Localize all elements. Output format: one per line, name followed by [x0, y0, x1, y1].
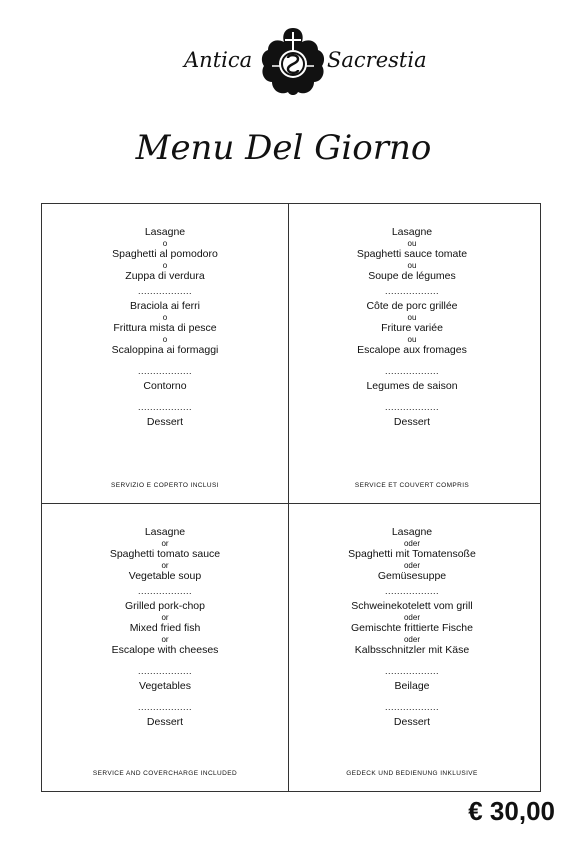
separator-dots: .................. — [384, 666, 439, 676]
dessert: Dessert — [393, 416, 431, 428]
separator-dots: .................. — [384, 286, 439, 296]
brand-name-left: Antica — [184, 48, 253, 72]
connector: ou — [407, 239, 417, 248]
second-course-2: Frittura mista di pesce — [113, 322, 217, 334]
connector: or — [161, 561, 169, 570]
side-dish: Contorno — [143, 380, 187, 392]
first-course-1: Lasagne — [391, 526, 433, 538]
second-course-2: Mixed fried fish — [129, 622, 201, 634]
connector: oder — [403, 539, 420, 548]
second-course-3: Scaloppina ai formaggi — [111, 344, 219, 356]
service-note: GEDECK UND BEDIENUNG INKLUSIVE — [346, 770, 478, 777]
separator-dots: .................. — [137, 586, 192, 596]
connector: or — [161, 613, 169, 622]
separator-dots: .................. — [384, 702, 439, 712]
connector: oder — [403, 613, 420, 622]
first-course-2: Spaghetti mit Tomatensoße — [348, 548, 476, 560]
second-course-2: Gemischte frittierte Fische — [351, 622, 473, 634]
dessert: Dessert — [146, 716, 184, 728]
connector: or — [161, 539, 169, 548]
first-course-1: Lasagne — [144, 226, 186, 238]
side-dish: Vegetables — [139, 680, 191, 692]
menu-panel-german — [289, 504, 535, 791]
separator-dots: .................. — [137, 366, 192, 376]
connector: ou — [407, 261, 417, 270]
second-course-3: Escalope aux fromages — [357, 344, 467, 356]
page-title: Menu Del Giorno — [135, 128, 432, 168]
first-course-3: Vegetable soup — [128, 570, 202, 582]
connector: o — [162, 335, 168, 344]
second-course-1: Schweinekotelett vom grill — [351, 600, 473, 612]
side-dish: Legumes de saison — [366, 380, 458, 392]
first-course-2: Spaghetti al pomodoro — [112, 248, 218, 260]
second-course-3: Kalbsschnitzler mit Käse — [354, 644, 470, 656]
connector: o — [162, 313, 168, 322]
dessert: Dessert — [393, 716, 431, 728]
second-course-1: Braciola ai ferri — [129, 300, 201, 312]
first-course-2: Spaghetti sauce tomate — [356, 248, 468, 260]
second-course-3: Escalope with cheeses — [111, 644, 219, 656]
connector: or — [161, 635, 169, 644]
menu-panel-english — [42, 504, 288, 791]
dessert: Dessert — [146, 416, 184, 428]
service-note: SERVICE AND COVERCHARGE INCLUDED — [92, 770, 238, 777]
separator-dots: .................. — [384, 402, 439, 412]
connector: oder — [403, 635, 420, 644]
first-course-2: Spaghetti tomato sauce — [109, 548, 221, 560]
first-course-1: Lasagne — [391, 226, 433, 238]
separator-dots: .................. — [137, 702, 192, 712]
separator-dots: .................. — [137, 286, 192, 296]
service-note: SERVIZIO E COPERTO INCLUSI — [111, 482, 219, 489]
first-course-3: Gemüsesuppe — [377, 570, 447, 582]
first-course-3: Zuppa di verdura — [125, 270, 205, 282]
connector: o — [162, 239, 168, 248]
second-course-2: Friture variée — [381, 322, 443, 334]
first-course-1: Lasagne — [144, 526, 186, 538]
service-note: SERVICE ET COUVERT COMPRIS — [354, 482, 470, 489]
menu-panel-italian — [42, 204, 288, 503]
connector: o — [162, 261, 168, 270]
separator-dots: .................. — [137, 402, 192, 412]
separator-dots: .................. — [384, 586, 439, 596]
second-course-1: Grilled pork-chop — [125, 600, 205, 612]
connector: ou — [407, 313, 417, 322]
first-course-3: Soupe de légumes — [368, 270, 456, 282]
header — [0, 22, 567, 102]
restaurant-emblem-logo — [258, 26, 328, 98]
side-dish: Beilage — [394, 680, 430, 692]
second-course-1: Côte de porc grillée — [366, 300, 458, 312]
menu-price: € 30,00 — [468, 796, 555, 826]
separator-dots: .................. — [384, 366, 439, 376]
menu-panel-french — [289, 204, 535, 503]
brand-name-right: Sacrestia — [327, 48, 427, 72]
connector: ou — [407, 335, 417, 344]
menu-grid — [41, 203, 541, 792]
connector: oder — [403, 561, 420, 570]
separator-dots: .................. — [137, 666, 192, 676]
